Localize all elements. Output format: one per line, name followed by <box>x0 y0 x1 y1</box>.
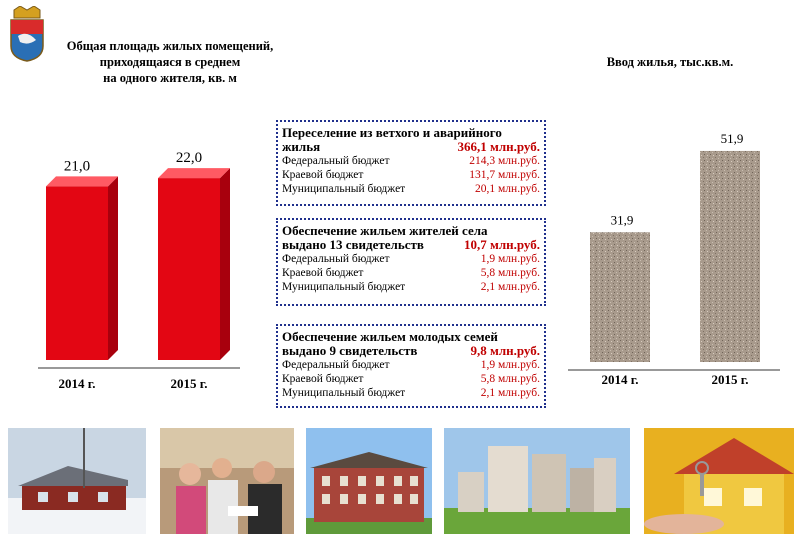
box-total: 10,7 млн.руб. <box>463 237 540 252</box>
budget-label: Федеральный бюджет <box>282 359 390 371</box>
budget-label: Краевой бюджет <box>282 169 364 181</box>
box-heading: Переселение из ветхого и аварийного <box>282 125 502 140</box>
data-label: 51,9 <box>720 130 744 146</box>
data-label: 31,9 <box>610 212 634 228</box>
left-title-line: Общая площадь жилых помещений, <box>66 39 274 53</box>
box-total: 9,8 млн.руб. <box>470 343 540 358</box>
budget-label: Федеральный бюджет <box>282 253 390 265</box>
box-heading: Обеспечение жильем молодых семей <box>282 329 498 344</box>
apartment-complex-photo <box>444 428 630 534</box>
data-label: 21,0 <box>63 158 91 175</box>
budget-value: 131,7 млн.руб. <box>469 169 540 181</box>
category-label: 2015 г. <box>170 376 208 391</box>
budget-value: 2,1 млн.руб. <box>480 387 540 399</box>
resettlement-box <box>276 120 546 206</box>
box-subheading: выдано 9 свидетельств <box>282 343 418 358</box>
budget-label: Муниципальный бюджет <box>282 387 406 399</box>
budget-value: 214,3 млн.руб. <box>469 155 540 167</box>
budget-value: 1,9 млн.руб. <box>480 359 540 371</box>
budget-value: 20,1 млн.руб. <box>475 183 540 195</box>
village-house-photo <box>8 428 146 534</box>
budget-label: Краевой бюджет <box>282 373 364 385</box>
box-total: 366,1 млн.руб. <box>457 139 540 154</box>
budget-label: Муниципальный бюджет <box>282 281 406 293</box>
box-heading: Обеспечение жильем жителей села <box>282 223 488 238</box>
bar <box>46 186 108 360</box>
box-subheading: жилья <box>282 139 321 154</box>
budget-value: 5,8 млн.руб. <box>480 373 540 385</box>
budget-label: Федеральный бюджет <box>282 155 390 167</box>
bar-side-face <box>108 176 118 360</box>
category-label: 2014 г. <box>601 372 639 387</box>
young-families-box <box>276 324 546 408</box>
bar-side-face <box>220 168 230 360</box>
family-certificate-photo <box>160 428 294 534</box>
bar-top-face <box>158 168 230 178</box>
brick-apartment-building-photo <box>306 428 432 534</box>
budget-value: 5,8 млн.руб. <box>480 267 540 279</box>
house-keys-photo <box>644 428 794 534</box>
rural-housing-box <box>276 218 546 306</box>
bar <box>700 151 760 362</box>
right-chart-title: Ввод жилья, тыс.кв.м. <box>606 55 734 69</box>
data-label: 22,0 <box>175 150 203 167</box>
budget-value: 2,1 млн.руб. <box>480 281 540 293</box>
bar <box>590 232 650 362</box>
budget-label: Краевой бюджет <box>282 267 364 279</box>
bar <box>158 178 220 360</box>
budget-value: 1,9 млн.руб. <box>480 253 540 265</box>
category-label: 2015 г. <box>711 372 749 387</box>
bar-top-face <box>46 176 118 186</box>
category-label: 2014 г. <box>58 376 96 391</box>
box-subheading: выдано 13 свидетельств <box>282 237 424 252</box>
left-title-line: приходящаяся в среднем <box>99 55 241 69</box>
budget-label: Муниципальный бюджет <box>282 183 406 195</box>
left-title-line: на одного жителя, кв. м <box>103 71 237 85</box>
